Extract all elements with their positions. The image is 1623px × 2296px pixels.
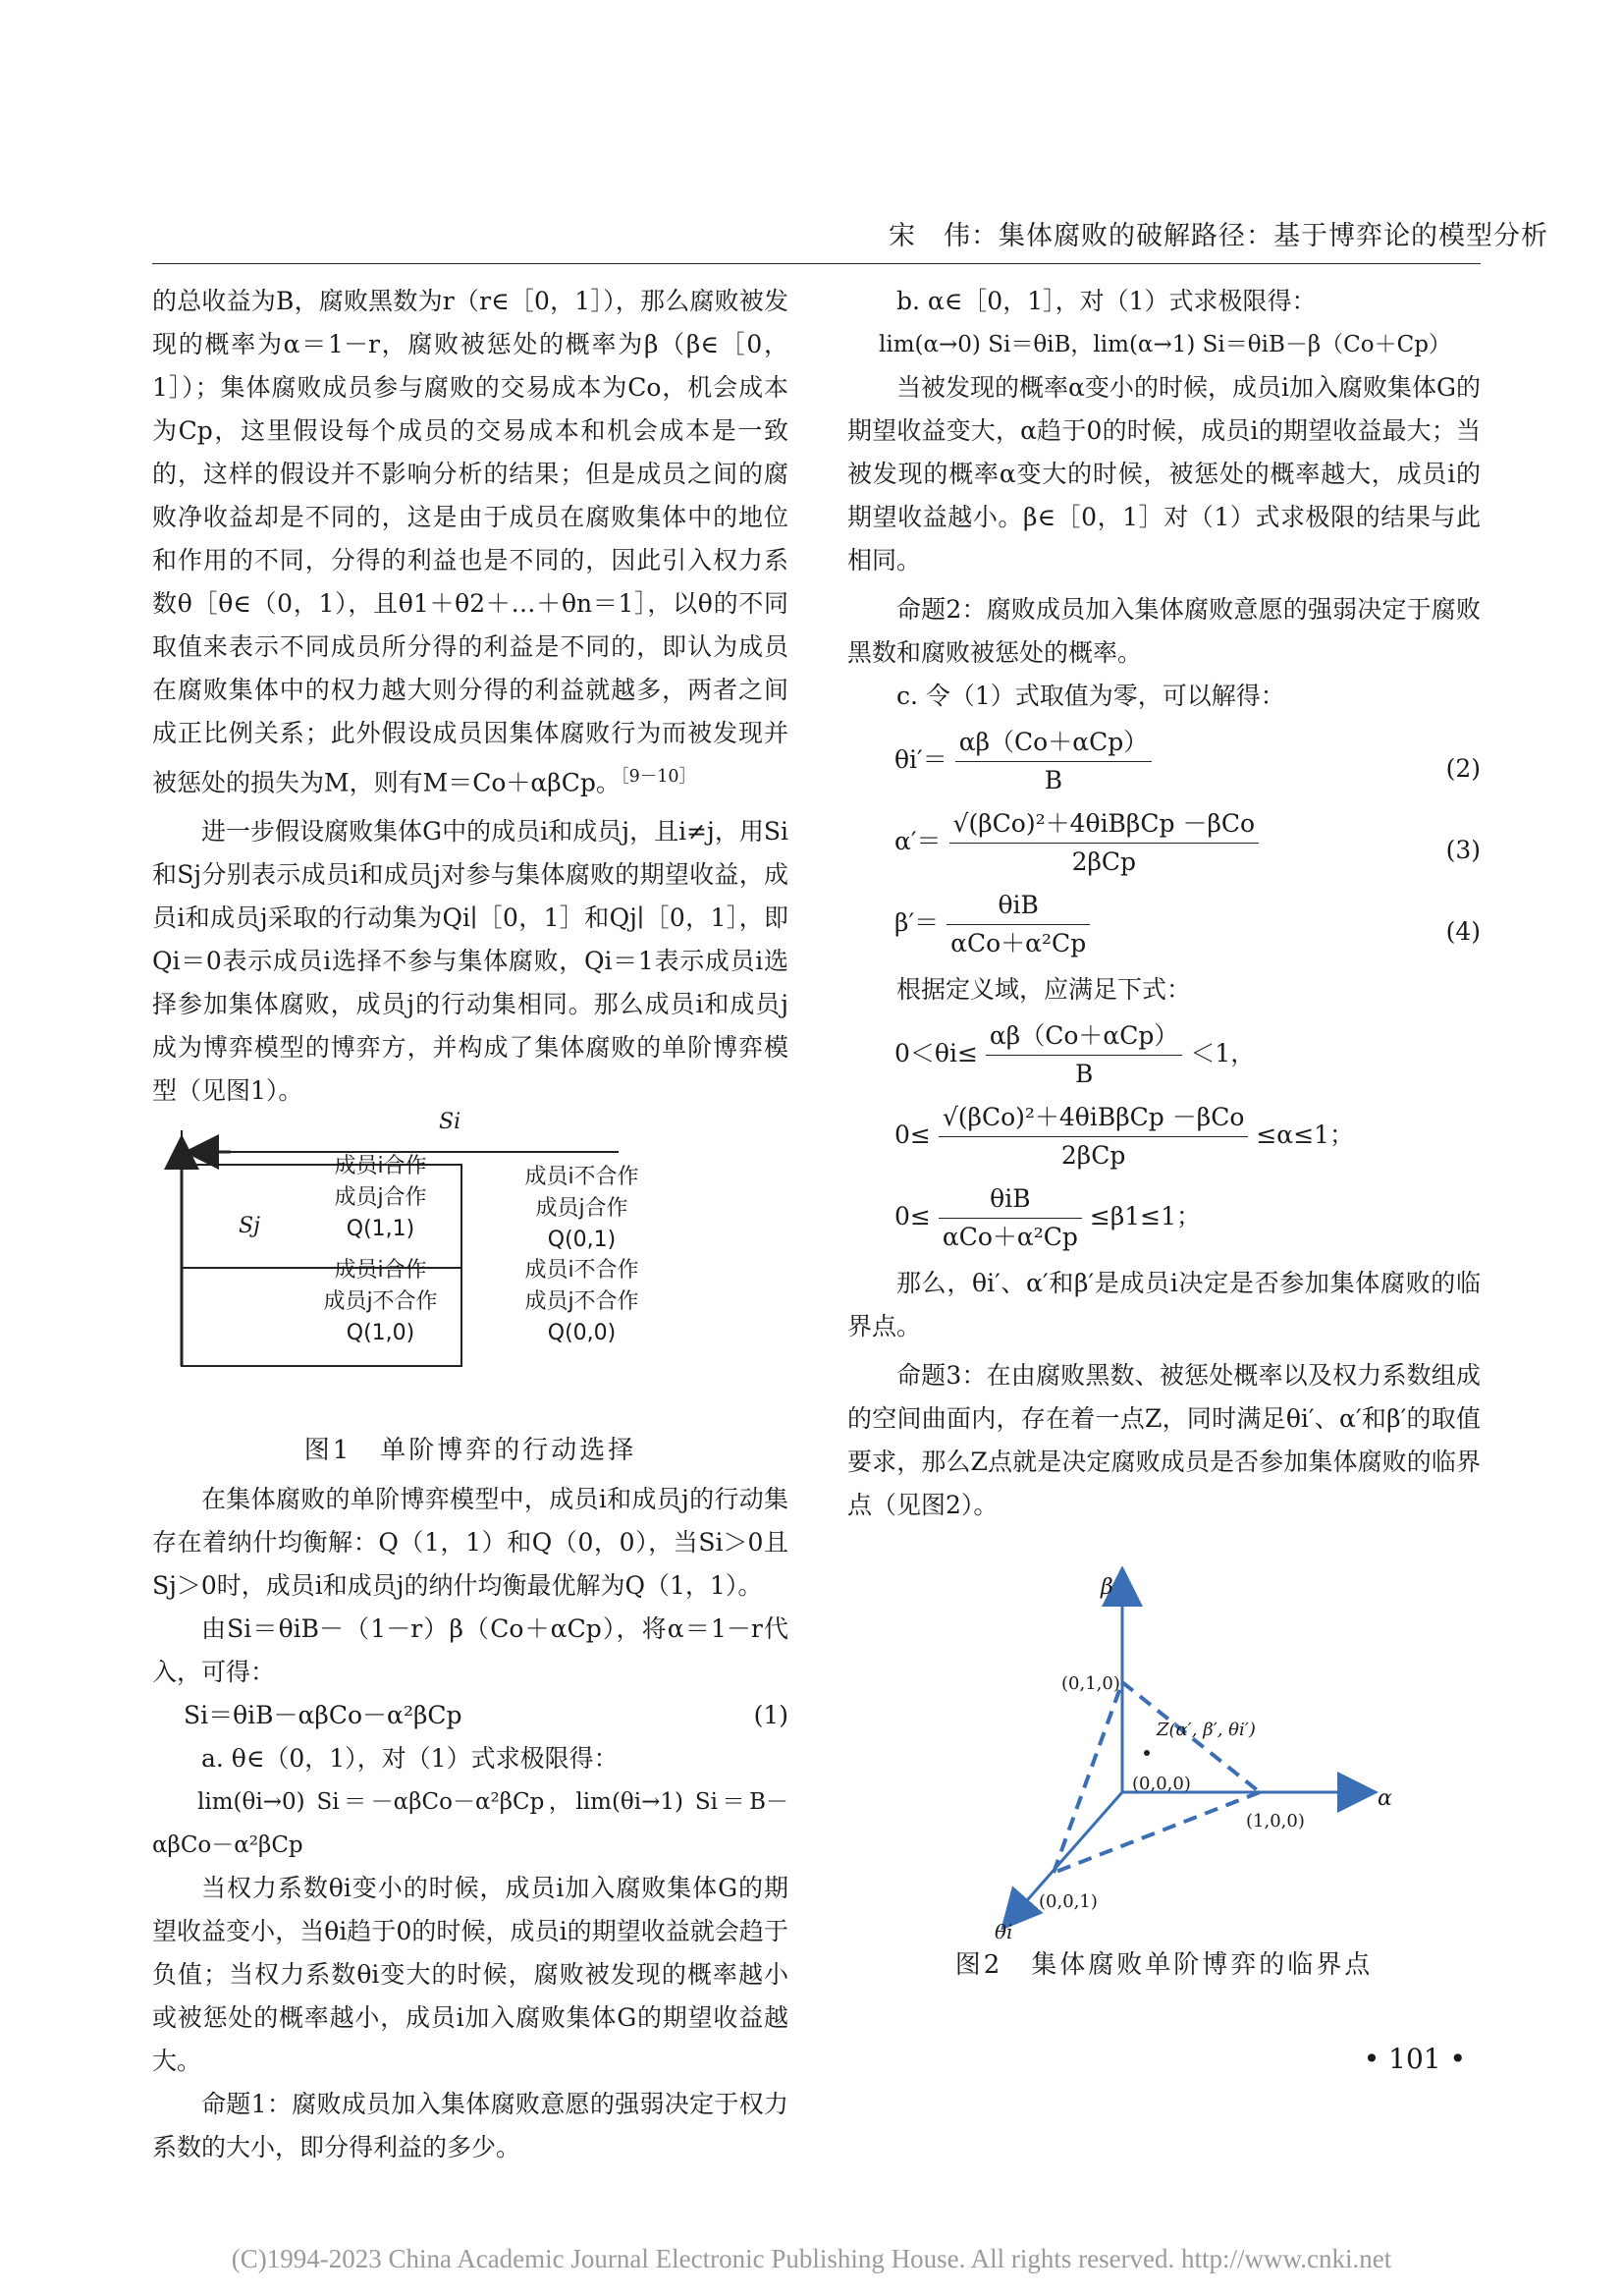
constraint-3: 0≤ $\frac{\text{θiB}}{\text{αCo＋α²Cp}}$ ≤β1≤1； xyxy=(847,1180,1481,1256)
paragraph: 当被发现的概率α变小的时候，成员i加入腐败集体G的期望收益变大，α趋于0的时候，成员i的期望收益最大；当被发现的概率α变大的时候，被惩处的概率越大，成员i的期望收益越小。β∈［0，1］对（1）式求极限的结果与此相同。 xyxy=(847,373,1481,574)
citation: ［9－10］ xyxy=(620,767,697,787)
figure-2-caption: 图2 集体腐败单阶博弈的临界点 xyxy=(954,1950,1374,1980)
copyright-footer: (C)1994-2023 China Academic Journal Electronic Publishing House. All rights reserved. http://www.cnki.net xyxy=(231,2244,1392,2273)
paragraph: 那么，θi′、α′和β′是成员i决定是否参加集体腐败的临界点。 xyxy=(847,1269,1481,1340)
running-header: 宋 伟：集体腐败的破解路径：基于博弈论的模型分析 xyxy=(889,221,1548,251)
proposition-2: 命题2：腐败成员加入集体腐败意愿的强弱决定于腐败黑数和腐败被惩处的概率。 xyxy=(847,595,1481,667)
equation-2: θi′＝ $\frac{\text{αβ（Co＋αCp）}}{B}$ (2) xyxy=(847,724,1481,799)
equation-4: β′＝ $\frac{\text{θiB}}{\text{αCo＋α²Cp}}$ (4) xyxy=(847,887,1481,962)
equation-1: Si＝θiB－αβCo－α²βCp (1) xyxy=(152,1694,788,1737)
limit-expression: lim(α→0) Si＝θiB，lim(α→1) Si＝θiB－β（Co＋Cp） xyxy=(879,332,1451,357)
cell-q00: 成员i不合作 成员j不合作 Q(0,0) xyxy=(524,1258,639,1345)
equation-number: (3) xyxy=(1445,836,1481,864)
point-z xyxy=(1144,1750,1150,1756)
proposition-3: 命题3：在由腐败黑数、被惩处概率以及权力系数组成的空间曲面内，存在着一点Z，同时满足θi′、α′和β′的取值要求，那么Z点就是决定腐败成员是否参加集体腐败的临界点（见图2）。 xyxy=(847,1361,1481,1519)
point-010-label: (0,1,0) xyxy=(1061,1673,1120,1694)
equation-number: (4) xyxy=(1445,917,1481,946)
equation-number: (1) xyxy=(753,1701,788,1730)
figure-2 xyxy=(847,1566,1481,1943)
constraint-2: 0≤ $\frac{\text{√(βCo)²＋4θiBβCp －βCo}}{\text{2βCp}}$ ≤α≤1； xyxy=(847,1099,1481,1175)
cell-q01: 成员i不合作 成员j合作 Q(0,1) xyxy=(524,1165,639,1252)
point-100-label: (1,0,0) xyxy=(1246,1811,1305,1831)
proposition-1: 命题1：腐败成员加入集体腐败意愿的强弱决定于权力系数的大小，即分得利益的多少。 xyxy=(152,2090,788,2162)
paragraph: 由Si＝θiB－（1－r）β（Co＋αCp），将α＝1－r代入，可得： xyxy=(152,1614,788,1687)
page-number: • 101 • xyxy=(1363,2043,1466,2075)
theta-label: θi xyxy=(995,1920,1013,1943)
si-axis-label: Si xyxy=(439,1110,461,1134)
equation-3: α′＝ $\frac{\text{√(βCo)²＋4θiBβCp －βCo}}{\text{2βCp}}$ (3) xyxy=(847,805,1481,881)
figure-1-caption: 图1 单阶博弈的行动选择 xyxy=(303,1436,637,1466)
point-001-label: (0,0,1) xyxy=(1039,1891,1098,1912)
right-column xyxy=(847,280,1481,1987)
paragraph: 根据定义域，应满足下式： xyxy=(896,975,1192,1004)
header-rule xyxy=(152,263,1481,264)
alpha-label: α xyxy=(1378,1786,1392,1811)
paragraph: 进一步假设腐败集体G中的成员i和成员j，且i≠j，用Si和Sj分别表示成员i和成员j对参与集体腐败的期望收益，成员i和成员j采取的行动集为Qi∣［0，1］和Qj∣［0，1］，即Qi＝0表示成员i选择不参与集体腐败，Qi＝1表示成员i选择参加集体腐败，成员j的行动集相同。那么成员i和成员j成为博弈模型的博弈方，并构成了集体腐败的单阶博弈模型（见图1）。 xyxy=(152,817,788,1106)
dashed-edge xyxy=(1054,1682,1122,1873)
cell-q11: 成员i合作 成员j合作 Q(1,1) xyxy=(334,1154,427,1241)
beta-label: β xyxy=(1101,1575,1113,1600)
point-000-label: (0,0,0) xyxy=(1132,1774,1191,1794)
paragraph: a. θ∈（0，1），对（1）式求极限得： xyxy=(201,1744,619,1774)
constraint-1: 0＜θi≤ $\frac{\text{αβ（Co＋αCp）}}{B}$ ＜1， xyxy=(847,1017,1481,1093)
paragraph: b. α∈［0，1］，对（1）式求极限得： xyxy=(896,287,1317,315)
paragraph: 的总收益为B，腐败黑数为r（r∈［0，1］），那么腐败被发现的概率为α＝1－r，腐败被惩处的概率为β（β∈［0，1］）；集体腐败成员参与腐败的交易成本为Co，机会成本为Cp，这里假设每个成员的交易成本和机会成本是一致的，这样的假设并不影响分析的结果；但是成员之间的腐败净收益却是不同的，这是由于成员在腐败集体中的地位和作用的不同，分得的利益也是不同的，因此引入权力系数θ［θ∈（0，1），且θ1＋θ2＋…＋θn＝1］，以θ的不同取值来表示不同成员所分得的利益是不同的，即认为成员在腐败集体中的权力越大则分得的利益就越多，两者之间成正比例关系；此外假设成员因集体腐败行为而被发现并被惩处的损失为M，则有M＝Co＋αβCp。$^{[9-10]}$ xyxy=(152,287,788,797)
limit-expression: lim(θi→0) Si＝－αβCo－α²βCp，lim(θi→1) Si＝B－αβCo－α²βCp xyxy=(152,1789,788,1859)
paragraph: c. 令（1）式取值为零，可以解得： xyxy=(896,682,1285,710)
sj-axis-label: Sj xyxy=(239,1214,260,1238)
cell-q10: 成员i合作 成员j不合作 Q(1,0) xyxy=(323,1258,438,1345)
paragraph: 当权力系数θi变小的时候，成员i加入腐败集体G的期望收益变小，当θi趋于0的时候，成员i的期望收益就会趋于负值；当权力系数θi变大的时候，腐败被发现的概率越小或被惩处的概率越小，成员i加入腐败集体G的期望收益越大。 xyxy=(152,1874,788,2076)
point-z-label: Z(α′, β′, θi′) xyxy=(1157,1720,1256,1740)
equation-number: (2) xyxy=(1445,754,1481,783)
paragraph: 在集体腐败的单阶博弈模型中，成员i和成员j的行动集存在着纳什均衡解：Q（1，1）和Q（0，0），当Si＞0且Sj＞0时，成员i和成员j的纳什均衡最优解为Q（1，1）。 xyxy=(152,1485,788,1601)
